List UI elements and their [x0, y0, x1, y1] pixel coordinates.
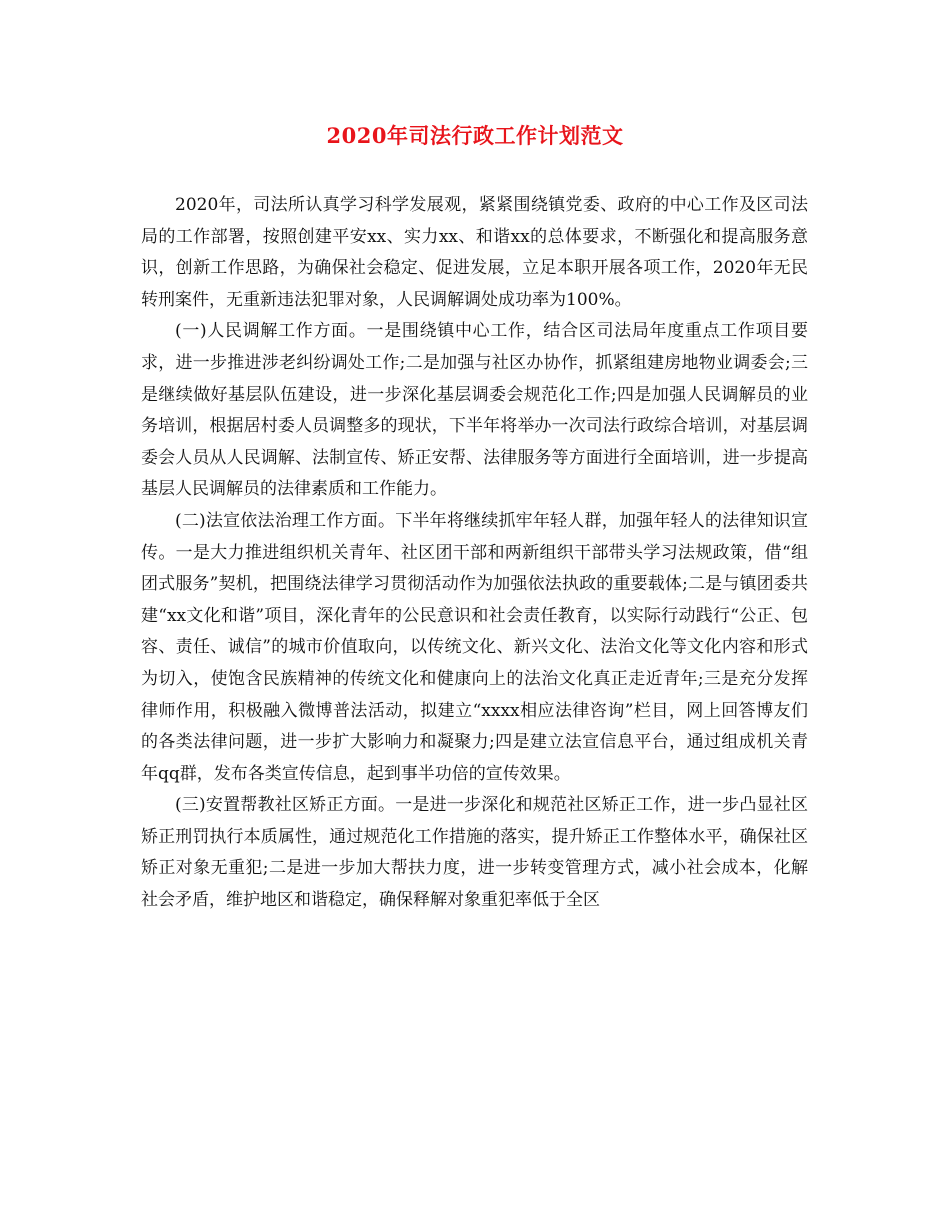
document-body	[141, 190, 808, 917]
document-title: 2020年司法行政工作计划范文	[326, 123, 624, 148]
paragraph-intro: 2020年，司法所认真学习科学发展观，紧紧围绕镇党委、政府的中心工作及区司法局的工作部署，按照创建平安xx、实力xx、和谐xx的总体要求，不断强化和提高服务意识，创新工作思路，为确保社会稳定、促进发展，立足本职开展各项工作，2020年无民转刑案件，无重新违法犯罪对象，人民调解调处成功率为100%。	[141, 195, 808, 310]
paragraph-legal-publicity: (二)法宣依法治理工作方面。下半年将继续抓牢年轻人群，加强年轻人的法律知识宣传。一是大力推进组织机关青年、社区团干部和两新组织干部带头学习法规政策，借“组团式服务”契机，把围绕法律学习贯彻活动作为加强依法执政的重要载体;二是与镇团委共建“xx文化和谐”项目，深化青年的公民意识和社会责任教育，以实际行动践行“公正、包容、责任、诚信”的城市价值取向，以传统文化、新兴文化、法治文化等文化内容和形式为切入，使饱含民族精神的传统文化和健康向上的法治文化真正走近青年;三是充分发挥律师作用，积极融入微博普法活动，拟建立“xxxx相应法律咨询”栏目，网上回答博友们的各类法律问题，进一步扩大影响力和凝聚力;四是建立法宣信息平台，通过组成机关青年qq群，发布各类宣传信息，起到事半功倍的宣传效果。	[141, 510, 808, 784]
paragraph-community-correction: (三)安置帮教社区矫正方面。一是进一步深化和规范社区矫正工作，进一步凸显社区矫正刑罚执行本质属性，通过规范化工作措施的落实，提升矫正工作整体水平，确保社区矫正对象无重犯;二是进一步加大帮扶力度，进一步转变管理方式，减小社会成本，化解社会矛盾，维护地区和谐稳定，确保释解对象重犯率低于全区	[141, 795, 808, 911]
paragraph-mediation: (一)人民调解工作方面。一是围绕镇中心工作，结合区司法局年度重点工作项目要求，进一步推进涉老纠纷调处工作;二是加强与社区办协作，抓紧组建房地物业调委会;三是继续做好基层队伍建设，进一步深化基层调委会规范化工作;四是加强人民调解员的业务培训，根据居村委人员调整多的现状，下半年将举办一次司法行政综合培训，对基层调委会人员从人民调解、法制宣传、矫正安帮、法律服务等方面进行全面培训，进一步提高基层人民调解员的法律素质和工作能力。	[141, 321, 808, 500]
